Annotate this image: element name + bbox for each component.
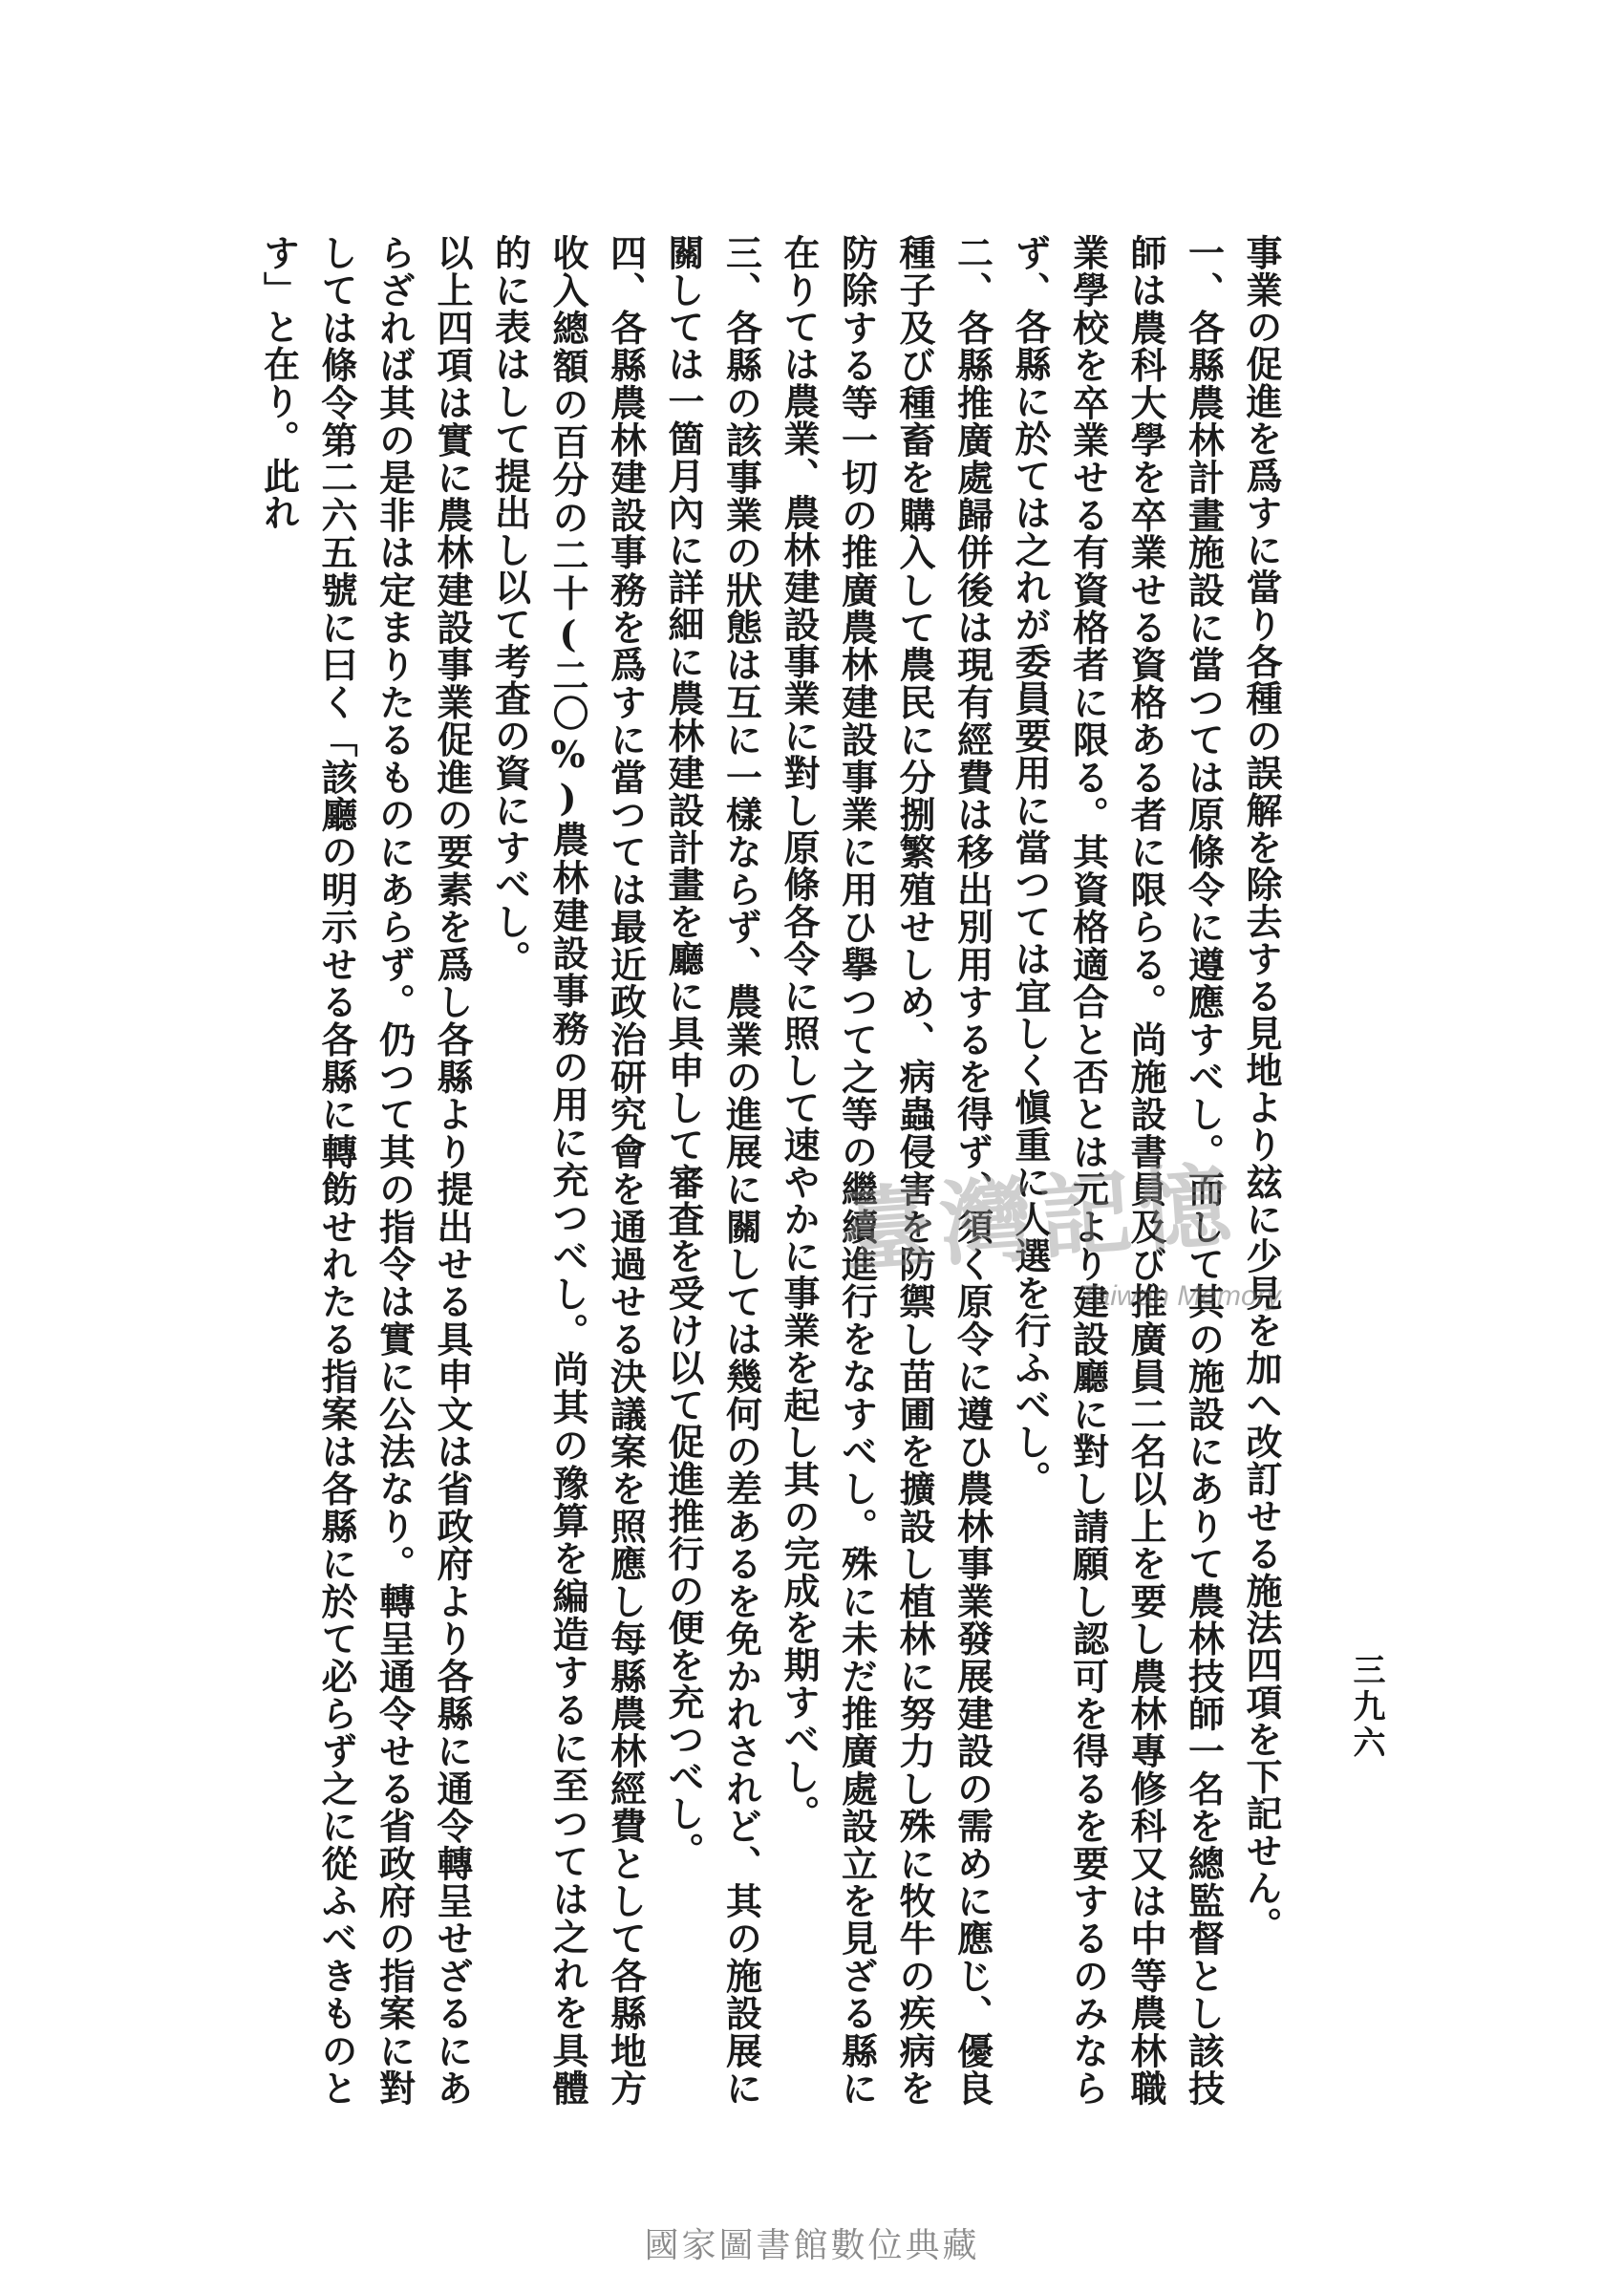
vertical-text-body xyxy=(220,234,1290,2107)
library-footer: 國家圖書館數位典藏 xyxy=(644,2226,980,2265)
watermark-text-en: Taiwan Memory xyxy=(1079,1280,1281,1312)
paragraph-conclusion: 以上四項は實に農林建設事業促進の要素を爲し各縣より提出せる具申文は省政府より各縣に通令轉呈せざるにあらざれば其の是非は定まりたるものにあらず。仍つて其の指令は實に公法なり。轉呈通令せる省政府の指案に對しては條令第二六五號に曰く「該廳の明示せる各縣に轉飭せれたる指案は各縣に於て必らず之に從ふべきものとす」と在り。此れ xyxy=(257,234,474,2107)
paragraph-item-3: 三、各縣の該事業の狀態は互に一樣ならず、農業の進展に關しては幾何の差あるを免かれされど、其の施設展に關しては一箇月內に詳細に農林建設計畫を廳に具申して審査を受け以て促進推行の便を充つべし。 xyxy=(662,234,763,2107)
watermark-text-cn: 臺灣記憶 xyxy=(838,1150,1242,1287)
paragraph-intro: 事業の促進を爲すに當り各種の誤解を除去する見地より玆に少見を加へ改訂せる施法四項を下記せん。 xyxy=(1240,234,1283,1944)
paragraph-item-4: 四、各縣農林建設事務を爲すに當つては最近政治研究會を通過せる決議案を照應し每縣農林經費として各縣地方收入總額の百分の二十(二〇%)農林建設事務の用に充つべし。尚其の豫算を編造するに至つては之れを具體的に表はして提出し以て考査の資にすべし。 xyxy=(488,234,648,2107)
paragraph-item-1: 一、各縣農林計畫施設に當つては原條令に遵應すべし。而して其の施設にありて農林技師一名を總監督とし該技師は農科大學を卒業せる資格ある者に限らる。尚施設書員及び推廣員二名以上を要し農林專修科又は中等農林職業學校を卒業せる有資格者に限る。其資格適合と否とは元より建設廳に對し請願し認可を得るを要するのみならず、各縣に於ては之れが委員要用に當つては宜しく愼重に人選を行ふべし。 xyxy=(1009,234,1226,2107)
page-number: 三九六 xyxy=(1347,1653,1385,1762)
paragraph-item-2: 二、各縣推廣處歸併後は現有經費は移出別用するを得ず、須く原令に遵ひ農林事業發展建設の需めに應じ、優良種子及び種畜を購入して農民に分捌繁殖せしめ、病蟲侵害を防禦し苗圃を擴設し植林に努力し殊に牧牛の疾病を防除する等一切の推廣農林建設事業に用ひ擧つて之等の繼續進行をなすべし。殊に未だ推廣處設立を見ざる縣に在りては農業、農林建設事業に對し原條各令に照して速やかに事業を起し其の完成を期すべし。 xyxy=(778,234,994,2107)
